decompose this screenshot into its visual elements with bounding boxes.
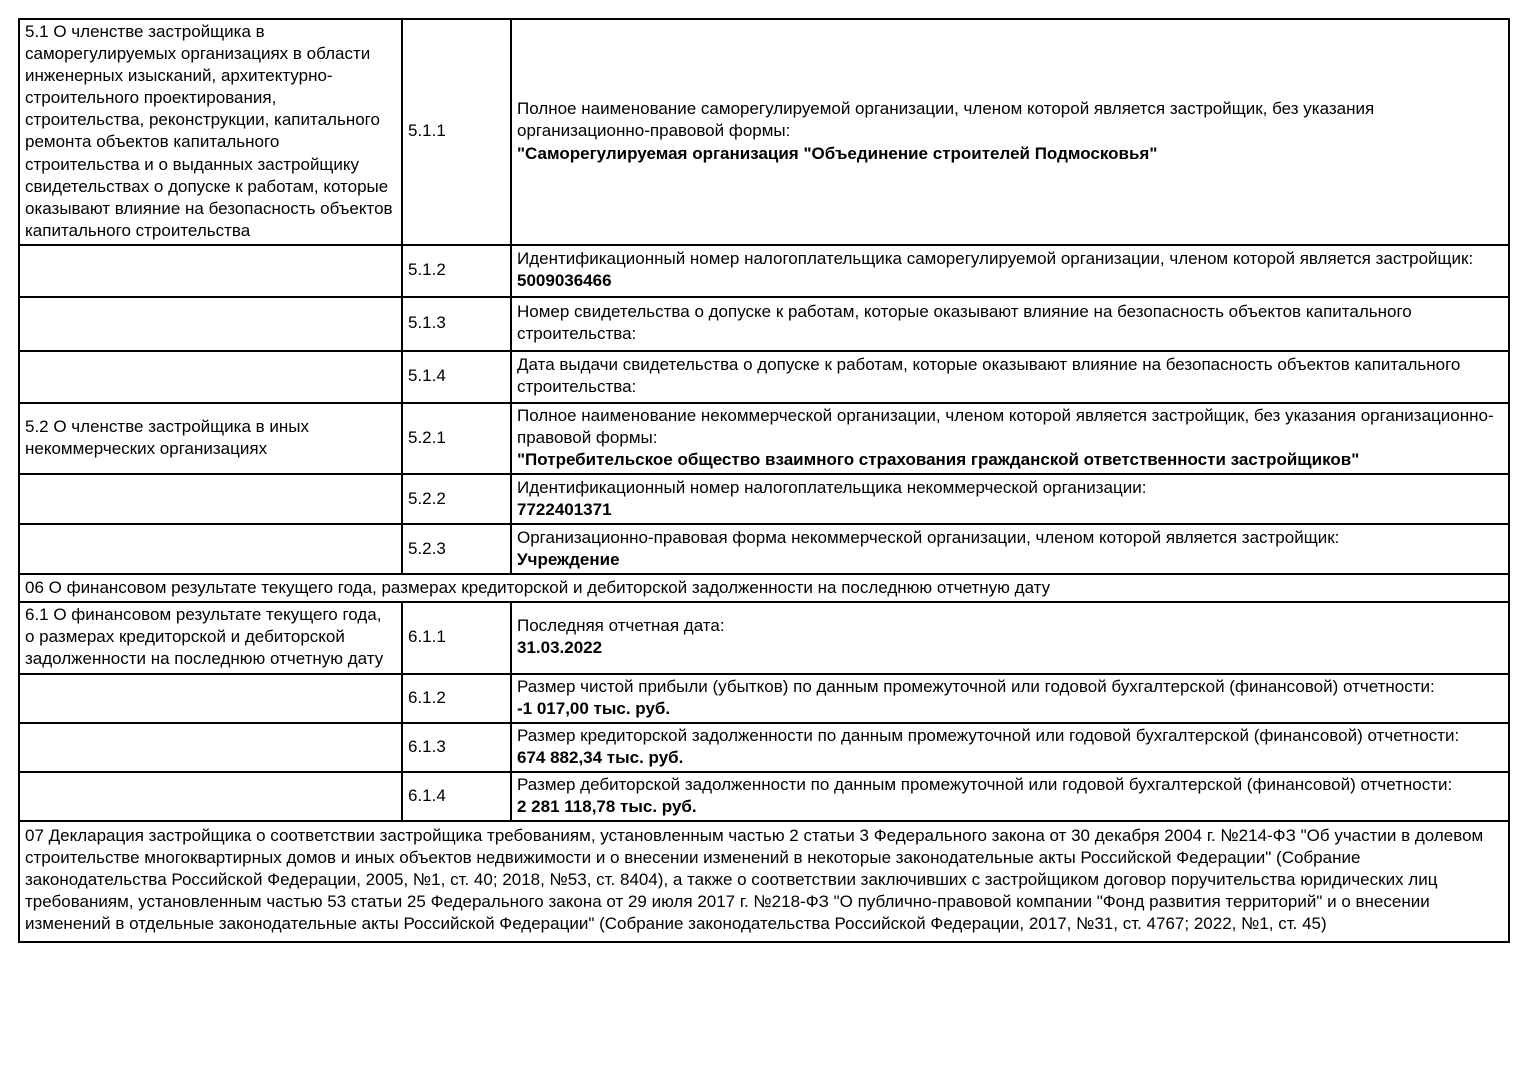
table-row (19, 351, 1509, 403)
item-number-cell: 5.2.1 (402, 403, 511, 474)
item-number-cell: 6.1.2 (402, 674, 511, 723)
section-cell (19, 723, 402, 772)
table-row (19, 403, 1509, 474)
field-value: 2 281 118,78 тыс. руб. (517, 796, 697, 816)
field-label: Организационно-правовая форма некоммерческой организации, членом которой является застройщик: (517, 527, 1340, 547)
field-label: Размер кредиторской задолженности по данным промежуточной или годовой бухгалтерской (финансовой) отчетности: (517, 725, 1460, 745)
table-row (19, 297, 1509, 351)
table-row (19, 772, 1509, 821)
item-number-cell: 5.1.2 (402, 245, 511, 297)
field-value: Учреждение (517, 549, 620, 569)
content-cell (511, 474, 1509, 524)
section-cell (19, 674, 402, 723)
table-row (19, 474, 1509, 524)
section-cell: 5.2 О членстве застройщика в иных некоммерческих организациях (19, 403, 402, 474)
item-number-cell: 6.1.4 (402, 772, 511, 821)
content-cell (511, 19, 1509, 245)
section-06-header-row (19, 574, 1509, 602)
content-cell (511, 351, 1509, 403)
content-cell (511, 245, 1509, 297)
field-value: 7722401371 (517, 499, 612, 519)
content-cell (511, 772, 1509, 821)
section-07-declaration-row (19, 821, 1509, 941)
table-row (19, 723, 1509, 772)
content-cell (511, 524, 1509, 574)
section-cell: 5.1 О членстве застройщика в саморегулируемых организациях в области инженерных изысканий, архитектурно-строительного проектирования, строительства, реконструкции, капитального ремонта объектов капитального строительства и о выданных застройщику свидетельствах о допуске к работам, которые оказывают влияние на безопасность объектов капитального строительства (19, 19, 402, 245)
table-row (19, 245, 1509, 297)
field-value: -1 017,00 тыс. руб. (517, 698, 671, 718)
table-row (19, 602, 1509, 673)
field-value: 5009036466 (517, 271, 612, 291)
item-number-cell: 5.1.3 (402, 297, 511, 351)
declaration-table (18, 18, 1510, 943)
item-number-cell: 5.2.2 (402, 474, 511, 524)
field-label: Полное наименование саморегулируемой организации, членом которой является застройщик, без указания организационно-правовой формы: (517, 99, 1375, 141)
field-label: Дата выдачи свидетельства о допуске к работам, которые оказывают влияние на безопасность объектов капитального строительства: (517, 355, 1461, 397)
declaration-document (18, 18, 1510, 943)
section-cell (19, 351, 402, 403)
field-label: Номер свидетельства о допуске к работам, которые оказывают влияние на безопасность объектов капитального строительства: (517, 302, 1412, 344)
section-cell (19, 297, 402, 351)
field-value: "Саморегулируемая организация "Объединение строителей Подмосковья" (517, 143, 1158, 163)
table-row (19, 674, 1509, 723)
section-cell (19, 772, 402, 821)
item-number-cell: 5.2.3 (402, 524, 511, 574)
field-label: Идентификационный номер налогоплательщика саморегулируемой организации, членом которой является застройщик: (517, 249, 1474, 269)
section-cell (19, 524, 402, 574)
field-value: 674 882,34 тыс. руб. (517, 747, 684, 767)
section-07-declaration: 07 Декларация застройщика о соответствии застройщика требованиям, установленным частью 2 статьи 3 Федерального закона от 30 декабря 2004 г. №214-ФЗ "Об участии в долевом строительстве многоквартирных домов и иных объектов недвижимости и о внесении изменений в некоторые законодательные акты Российской Федерации" (Собрание законодательства Российской Федерации, 2005, №1, ст. 40; 2018, №53, ст. 8404), а также о соответствии заключивших с застройщиком договор поручительства юридических лиц требованиям, установленным частью 53 статьи 25 Федерального закона от 29 июля 2017 г. №218-ФЗ "О публично-правовой компании "Фонд развития территорий" и о внесении изменений в отдельные законодательные акты Российской Федерации" (Собрание законодательства Российской Федерации, 2017, №31, ст. 4767; 2022, №1, ст. 45) (19, 821, 1509, 941)
item-number-cell: 5.1.4 (402, 351, 511, 403)
table-row (19, 524, 1509, 574)
content-cell (511, 403, 1509, 474)
table-row (19, 19, 1509, 245)
content-cell (511, 602, 1509, 673)
field-label: Последняя отчетная дата: (517, 616, 725, 636)
section-cell: 6.1 О финансовом результате текущего года, о размерах кредиторской и дебиторской задолженности на последнюю отчетную дату (19, 602, 402, 673)
content-cell (511, 297, 1509, 351)
item-number-cell: 6.1.1 (402, 602, 511, 673)
field-label: Идентификационный номер налогоплательщика некоммерческой организации: (517, 477, 1147, 497)
item-number-cell: 6.1.3 (402, 723, 511, 772)
section-cell (19, 245, 402, 297)
field-label: Размер дебиторской задолженности по данным промежуточной или годовой бухгалтерской (финансовой) отчетности: (517, 774, 1453, 794)
field-label: Размер чистой прибыли (убытков) по данным промежуточной или годовой бухгалтерской (финансовой) отчетности: (517, 676, 1435, 696)
item-number-cell: 5.1.1 (402, 19, 511, 245)
section-06-header: 06 О финансовом результате текущего года, размерах кредиторской и дебиторской задолженности на последнюю отчетную дату (19, 574, 1509, 602)
field-value: "Потребительское общество взаимного страхования гражданской ответственности застройщиков" (517, 450, 1360, 470)
section-cell (19, 474, 402, 524)
field-value: 31.03.2022 (517, 638, 603, 658)
content-cell (511, 723, 1509, 772)
field-label: Полное наименование некоммерческой организации, членом которой является застройщик, без указания организационно-правовой формы: (517, 405, 1494, 448)
content-cell (511, 674, 1509, 723)
